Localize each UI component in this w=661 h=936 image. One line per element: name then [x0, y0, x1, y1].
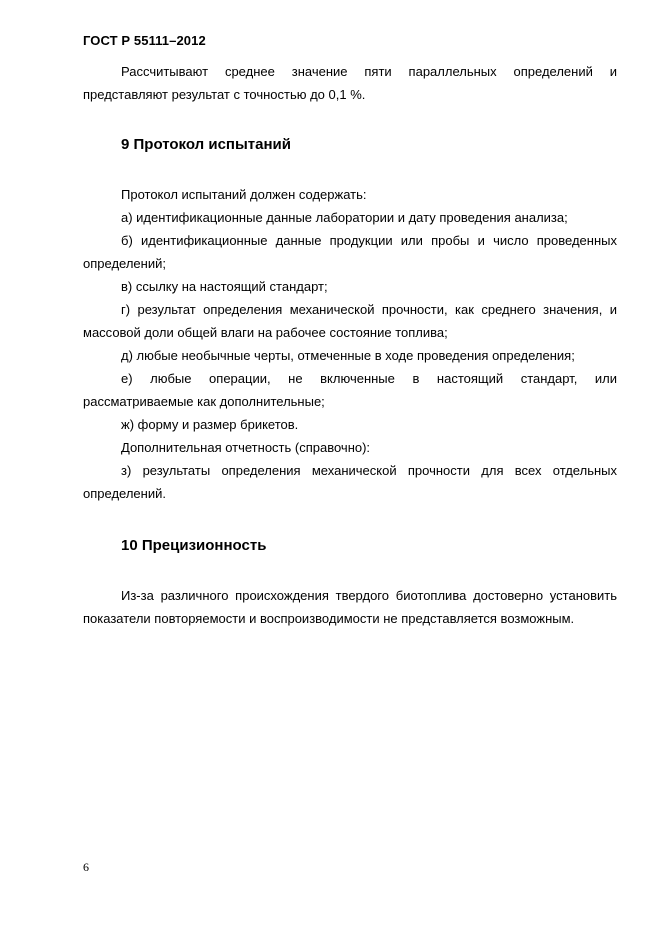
- document-code-header: ГОСТ Р 55111–2012: [83, 33, 206, 48]
- section-9-item-v: в) ссылку на настоящий стандарт;: [121, 279, 328, 294]
- section-9-additional-lead: Дополнительная отчетность (справочно):: [121, 440, 371, 455]
- section-9-title: 9 Протокол испытаний: [121, 136, 291, 153]
- section-9-body: [83, 183, 617, 505]
- section-9-lead: Протокол испытаний должен содержать:: [121, 187, 367, 202]
- section-9-additional-item: з) результаты определения механической прочности для всех отдельных определений.: [83, 463, 617, 501]
- intro-paragraph: Рассчитывают среднее значение пяти параллельных определений и представляют результат с точностью до 0,1 %.: [83, 64, 617, 102]
- page-number: 6: [83, 860, 89, 874]
- section-9-item-b: б) идентификационные данные продукции или пробы и число проведенных определений;: [83, 233, 617, 271]
- section-10-body: [83, 584, 617, 630]
- intro-block: [83, 60, 617, 106]
- section-9-item-e: е) любые операции, не включенные в настоящий стандарт, или рассматриваемые как дополнительные;: [83, 371, 617, 409]
- section-9-item-d: д) любые необычные черты, отмеченные в ходе проведения определения;: [121, 348, 575, 363]
- section-9-item-a: а) идентификационные данные лаборатории и дату проведения анализа;: [121, 210, 568, 225]
- section-9-item-g: г) результат определения механической прочности, как среднего значения, и массовой доли общей влаги на рабочее состояние топлива;: [83, 302, 617, 340]
- section-10-title: 10 Прецизионность: [121, 537, 267, 554]
- section-9-item-zh: ж) форму и размер брикетов.: [121, 417, 299, 432]
- section-10-paragraph: Из-за различного происхождения твердого биотоплива достоверно установить показатели повторяемости и воспроизводимости не представляется возможным.: [83, 588, 617, 626]
